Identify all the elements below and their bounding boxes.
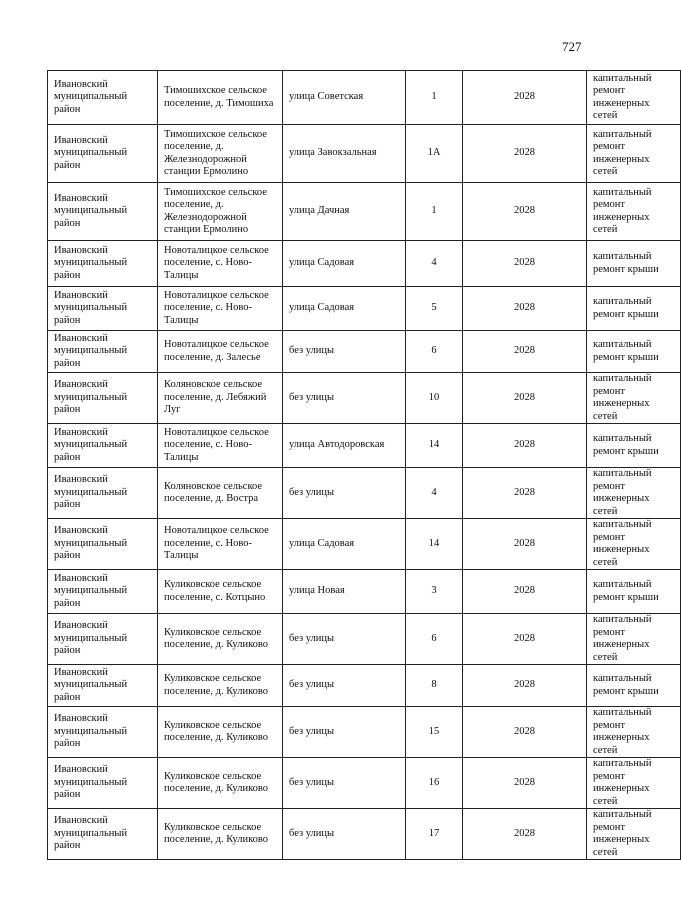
house-number-cell: 5 bbox=[406, 287, 463, 331]
district-cell: Ивановский муниципальный район bbox=[48, 331, 158, 373]
street-cell: улица Садовая bbox=[283, 241, 406, 287]
work-type-cell: капитальный ремонт инженерных сетей bbox=[587, 468, 681, 519]
street-cell: без улицы bbox=[283, 665, 406, 707]
settlement-cell: Новоталицкое сельское поселение, с. Ново-Талицы bbox=[158, 519, 283, 570]
settlement-cell: Новоталицкое сельское поселение, с. Ново-Талицы bbox=[158, 424, 283, 468]
settlement-cell: Новоталицкое сельское поселение, с. Ново-Талицы bbox=[158, 241, 283, 287]
street-cell: улица Дачная bbox=[283, 183, 406, 241]
district-cell: Ивановский муниципальный район bbox=[48, 424, 158, 468]
house-number-cell: 14 bbox=[406, 519, 463, 570]
work-type-cell: капитальный ремонт крыши bbox=[587, 570, 681, 614]
settlement-cell: Коляновское сельское поселение, д. Востра bbox=[158, 468, 283, 519]
work-type-cell: капитальный ремонт инженерных сетей bbox=[587, 125, 681, 183]
table-row bbox=[48, 758, 681, 809]
table-row bbox=[48, 373, 681, 424]
street-cell: без улицы bbox=[283, 614, 406, 665]
settlement-cell: Тимошихское сельское поселение, д. Железнодорожной станции Ермолино bbox=[158, 125, 283, 183]
settlement-cell: Коляновское сельское поселение, д. Лебяжий Луг bbox=[158, 373, 283, 424]
settlement-cell: Новоталицкое сельское поселение, с. Ново-Талицы bbox=[158, 287, 283, 331]
street-cell: без улицы bbox=[283, 707, 406, 758]
work-type-cell: капитальный ремонт инженерных сетей bbox=[587, 707, 681, 758]
year-cell: 2028 bbox=[463, 665, 587, 707]
house-number-cell: 3 bbox=[406, 570, 463, 614]
page-number: 727 bbox=[562, 39, 582, 54]
settlement-cell: Куликовское сельское поселение, д. Куликово bbox=[158, 665, 283, 707]
street-cell: без улицы bbox=[283, 331, 406, 373]
table-row bbox=[48, 707, 681, 758]
street-cell: без улицы bbox=[283, 468, 406, 519]
work-type-cell: капитальный ремонт крыши bbox=[587, 331, 681, 373]
table-row bbox=[48, 183, 681, 241]
district-cell: Ивановский муниципальный район bbox=[48, 758, 158, 809]
house-number-cell: 4 bbox=[406, 468, 463, 519]
house-number-cell: 8 bbox=[406, 665, 463, 707]
house-number-cell: 15 bbox=[406, 707, 463, 758]
district-cell: Ивановский муниципальный район bbox=[48, 183, 158, 241]
table-row bbox=[48, 424, 681, 468]
settlement-cell: Тимошихское сельское поселение, д. Тимошиха bbox=[158, 71, 283, 125]
work-type-cell: капитальный ремонт инженерных сетей bbox=[587, 373, 681, 424]
street-cell: без улицы bbox=[283, 809, 406, 860]
settlement-cell: Куликовское сельское поселение, с. Котцыно bbox=[158, 570, 283, 614]
table-row bbox=[48, 241, 681, 287]
year-cell: 2028 bbox=[463, 241, 587, 287]
work-type-cell: капитальный ремонт крыши bbox=[587, 665, 681, 707]
settlement-cell: Куликовское сельское поселение, д. Куликово bbox=[158, 707, 283, 758]
district-cell: Ивановский муниципальный район bbox=[48, 373, 158, 424]
house-number-cell: 1 bbox=[406, 71, 463, 125]
year-cell: 2028 bbox=[463, 758, 587, 809]
street-cell: улица Завокзальная bbox=[283, 125, 406, 183]
district-cell: Ивановский муниципальный район bbox=[48, 809, 158, 860]
settlement-cell: Куликовское сельское поселение, д. Куликово bbox=[158, 758, 283, 809]
district-cell: Ивановский муниципальный район bbox=[48, 614, 158, 665]
year-cell: 2028 bbox=[463, 71, 587, 125]
year-cell: 2028 bbox=[463, 570, 587, 614]
year-cell: 2028 bbox=[463, 468, 587, 519]
street-cell: улица Садовая bbox=[283, 519, 406, 570]
work-type-cell: капитальный ремонт инженерных сетей bbox=[587, 519, 681, 570]
work-type-cell: капитальный ремонт инженерных сетей bbox=[587, 758, 681, 809]
house-number-cell: 4 bbox=[406, 241, 463, 287]
work-type-cell: капитальный ремонт инженерных сетей bbox=[587, 809, 681, 860]
district-cell: Ивановский муниципальный район bbox=[48, 519, 158, 570]
street-cell: без улицы bbox=[283, 373, 406, 424]
housing-repair-table bbox=[47, 70, 681, 860]
year-cell: 2028 bbox=[463, 809, 587, 860]
year-cell: 2028 bbox=[463, 707, 587, 758]
settlement-cell: Новоталицкое сельское поселение, д. Залесье bbox=[158, 331, 283, 373]
district-cell: Ивановский муниципальный район bbox=[48, 468, 158, 519]
table-row bbox=[48, 287, 681, 331]
table-body bbox=[48, 71, 681, 860]
settlement-cell: Куликовское сельское поселение, д. Куликово bbox=[158, 614, 283, 665]
house-number-cell: 17 bbox=[406, 809, 463, 860]
year-cell: 2028 bbox=[463, 125, 587, 183]
table-row bbox=[48, 331, 681, 373]
table-row bbox=[48, 468, 681, 519]
district-cell: Ивановский муниципальный район bbox=[48, 707, 158, 758]
district-cell: Ивановский муниципальный район bbox=[48, 287, 158, 331]
work-type-cell: капитальный ремонт инженерных сетей bbox=[587, 614, 681, 665]
work-type-cell: капитальный ремонт инженерных сетей bbox=[587, 71, 681, 125]
street-cell: без улицы bbox=[283, 758, 406, 809]
house-number-cell: 6 bbox=[406, 331, 463, 373]
table-row bbox=[48, 570, 681, 614]
house-number-cell: 16 bbox=[406, 758, 463, 809]
table-row bbox=[48, 614, 681, 665]
table-row bbox=[48, 125, 681, 183]
house-number-cell: 1 bbox=[406, 183, 463, 241]
street-cell: улица Автодоровская bbox=[283, 424, 406, 468]
settlement-cell: Куликовское сельское поселение, д. Куликово bbox=[158, 809, 283, 860]
year-cell: 2028 bbox=[463, 373, 587, 424]
year-cell: 2028 bbox=[463, 183, 587, 241]
house-number-cell: 10 bbox=[406, 373, 463, 424]
district-cell: Ивановский муниципальный район bbox=[48, 241, 158, 287]
year-cell: 2028 bbox=[463, 424, 587, 468]
table-row bbox=[48, 71, 681, 125]
year-cell: 2028 bbox=[463, 519, 587, 570]
street-cell: улица Садовая bbox=[283, 287, 406, 331]
house-number-cell: 6 bbox=[406, 614, 463, 665]
year-cell: 2028 bbox=[463, 287, 587, 331]
house-number-cell: 1А bbox=[406, 125, 463, 183]
table-row bbox=[48, 809, 681, 860]
district-cell: Ивановский муниципальный район bbox=[48, 570, 158, 614]
district-cell: Ивановский муниципальный район bbox=[48, 665, 158, 707]
work-type-cell: капитальный ремонт крыши bbox=[587, 287, 681, 331]
work-type-cell: капитальный ремонт крыши bbox=[587, 424, 681, 468]
work-type-cell: капитальный ремонт крыши bbox=[587, 241, 681, 287]
year-cell: 2028 bbox=[463, 331, 587, 373]
district-cell: Ивановский муниципальный район bbox=[48, 125, 158, 183]
street-cell: улица Советская bbox=[283, 71, 406, 125]
settlement-cell: Тимошихское сельское поселение, д. Железнодорожной станции Ермолино bbox=[158, 183, 283, 241]
street-cell: улица Новая bbox=[283, 570, 406, 614]
district-cell: Ивановский муниципальный район bbox=[48, 71, 158, 125]
work-type-cell: капитальный ремонт инженерных сетей bbox=[587, 183, 681, 241]
table-row bbox=[48, 519, 681, 570]
year-cell: 2028 bbox=[463, 614, 587, 665]
house-number-cell: 14 bbox=[406, 424, 463, 468]
table-row bbox=[48, 665, 681, 707]
